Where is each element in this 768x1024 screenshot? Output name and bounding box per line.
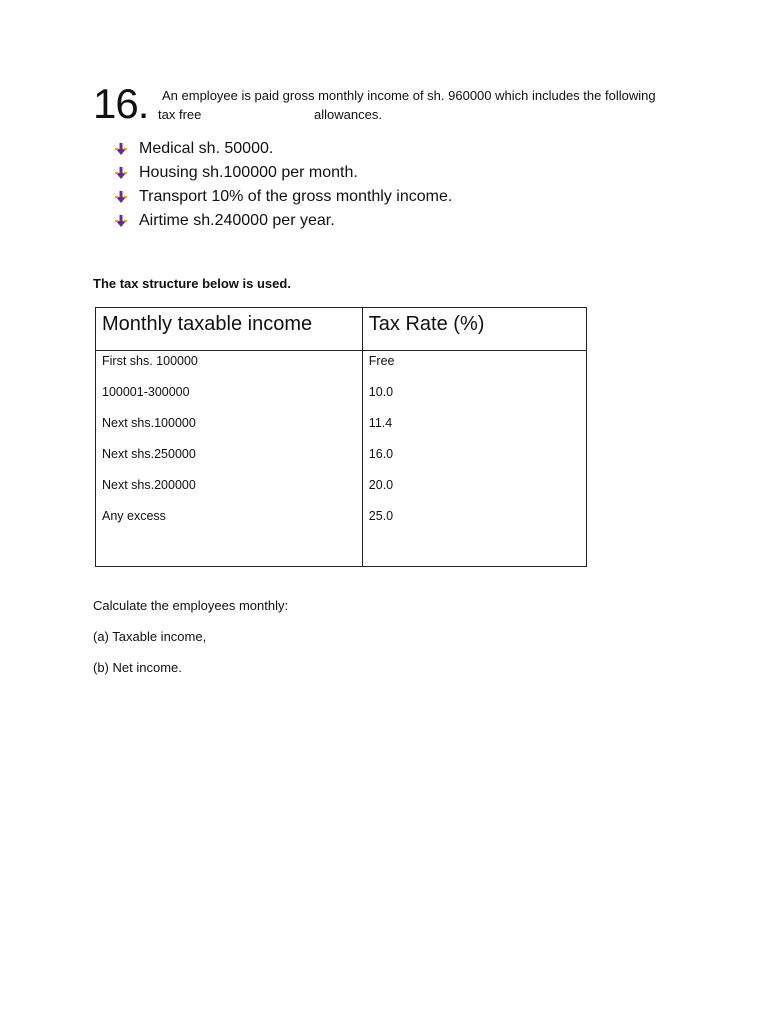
header-tax-rate: Tax Rate (%) <box>362 308 586 351</box>
part-a: (a) Taxable income, <box>93 629 207 644</box>
income-band-cell: Next shs.250000 <box>96 446 363 477</box>
income-band-cell: Any excess <box>96 508 363 539</box>
table-row <box>96 351 587 385</box>
question-text-line1: An employee is paid gross monthly income of sh. 960000 which includes the following <box>162 88 656 103</box>
allowances-list <box>115 137 452 233</box>
empty-cell <box>96 539 363 567</box>
arrow-down-bullet-icon <box>115 142 127 156</box>
tax-rate-cell: 16.0 <box>362 446 586 477</box>
allowance-text: Housing sh.100000 per month. <box>139 164 358 181</box>
allowance-text: Medical sh. 50000. <box>139 140 274 157</box>
table-row <box>96 446 587 477</box>
arrow-down-bullet-icon <box>115 166 127 180</box>
allowance-text: Airtime sh.240000 per year. <box>139 212 335 229</box>
table-row <box>96 384 587 415</box>
calculate-instruction: Calculate the employees monthly: <box>93 598 289 613</box>
tax-structure-intro: The tax structure below is used. <box>93 276 291 291</box>
table-row <box>96 477 587 508</box>
income-band-cell: First shs. 100000 <box>96 351 363 385</box>
question-text-line2-end: allowances. <box>314 107 382 122</box>
tax-rate-cell: 10.0 <box>362 384 586 415</box>
arrow-down-bullet-icon <box>115 190 127 204</box>
allowance-text: Transport 10% of the gross monthly income. <box>139 188 453 205</box>
part-b: (b) Net income. <box>93 660 182 675</box>
question-text-line2-start: tax free <box>158 107 202 122</box>
tax-rate-cell: 11.4 <box>362 415 586 446</box>
list-item <box>115 161 452 185</box>
table-header-row <box>96 308 587 351</box>
arrow-down-bullet-icon <box>115 214 127 228</box>
empty-cell <box>362 539 586 567</box>
tax-rate-cell: 25.0 <box>362 508 586 539</box>
income-band-cell: Next shs.100000 <box>96 415 363 446</box>
question-number: 16. <box>93 80 149 127</box>
tax-rate-cell: 20.0 <box>362 477 586 508</box>
header-monthly-taxable-income: Monthly taxable income <box>96 308 363 351</box>
table-row <box>96 415 587 446</box>
list-item <box>115 209 452 233</box>
income-band-cell: 100001-300000 <box>96 384 363 415</box>
list-item <box>115 137 452 161</box>
tax-rate-cell: Free <box>362 351 586 385</box>
list-item <box>115 185 452 209</box>
tax-structure-table <box>95 307 587 567</box>
table-row <box>96 508 587 539</box>
table-empty-row <box>96 539 587 567</box>
income-band-cell: Next shs.200000 <box>96 477 363 508</box>
